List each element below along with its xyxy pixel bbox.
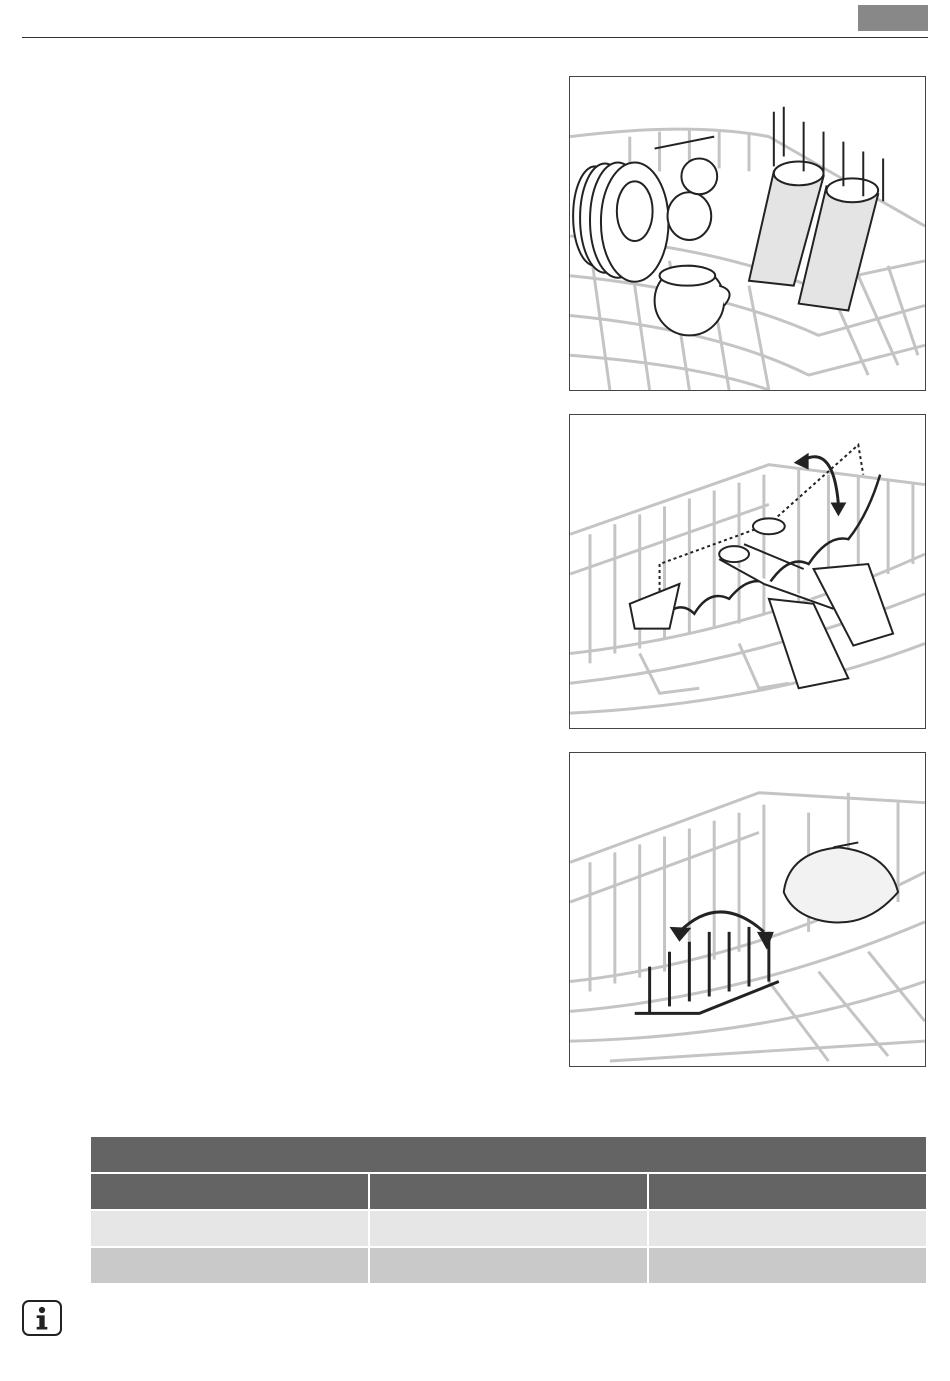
figure-plate-rack-fold [569,752,926,1067]
plate-rack-illustration [570,753,925,1066]
header-rule [22,37,928,38]
figure-upper-basket-loaded [569,76,926,391]
table-cell [370,1211,647,1246]
section-tab [858,5,928,31]
table-title-bar [91,1137,926,1172]
info-icon [22,1300,62,1336]
table-header-cell [91,1174,368,1209]
table-cell [370,1248,647,1283]
table-cell [649,1211,926,1246]
data-table [91,1137,926,1283]
table-cell [91,1211,368,1246]
table-cell [91,1248,368,1283]
table-header-cell [370,1174,647,1209]
figure-glass-holder-fold [569,414,926,729]
table-row [91,1211,926,1246]
table-row [91,1248,926,1283]
table-header-cell [649,1174,926,1209]
table-header-row [91,1174,926,1209]
glass-holder-illustration [570,415,925,728]
table-cell [649,1248,926,1283]
dish-rack-illustration [570,77,925,390]
